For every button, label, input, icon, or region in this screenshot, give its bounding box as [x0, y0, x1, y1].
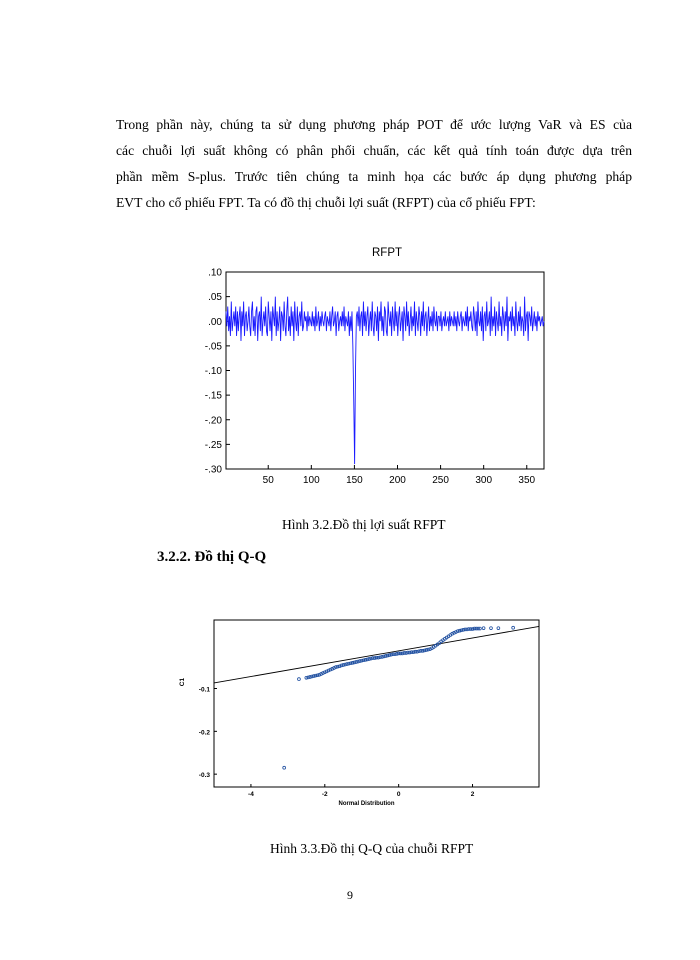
chart1-title: RFPT — [371, 247, 403, 259]
section-heading: 3.2.2. Đồ thị Q-Q — [157, 549, 267, 565]
qq-plot — [170, 612, 550, 817]
figure1-caption: Hình 3.2.Đồ thị lợi suất RFPT — [282, 517, 446, 532]
chart2-point — [512, 626, 515, 629]
paragraph-line-2: các chuỗi lợi suất không có phân phối chuẩn, các kết quả tính toán được dựa trên — [116, 143, 632, 158]
chart2-y-tick-label: -0.3 — [198, 772, 210, 780]
chart2-y-tick-label: -0.1 — [198, 686, 210, 694]
chart1-y-tick-label: -.20 — [204, 415, 222, 427]
chart2-y-axis-label: C1 — [179, 677, 186, 687]
chart1-y-tick-label: -.10 — [204, 366, 222, 377]
chart2-x-axis-label: Normal Distribution — [338, 801, 395, 807]
paragraph-line-3: phần mềm S-plus. Trước tiên chúng ta minh họa các bước áp dụng phương pháp — [116, 169, 632, 184]
chart1-y-tick-label: .10 — [208, 267, 222, 279]
paragraph-line-4: EVT cho cổ phiếu FPT. Ta có đồ thị chuỗi lợi suất (RFPT) của cổ phiếu FPT: — [116, 195, 536, 210]
chart2-plot-frame — [214, 620, 539, 787]
chart2-point — [283, 766, 286, 769]
chart1-x-tick-label: 200 — [389, 475, 406, 486]
chart2-reference-line — [214, 626, 539, 683]
chart1-y-tick-label: .05 — [208, 292, 222, 304]
rfpt-line-chart — [190, 240, 560, 505]
chart2-point — [490, 627, 493, 630]
chart2-x-tick-label: -2 — [321, 791, 328, 798]
intro-paragraph — [116, 112, 632, 216]
chart2-point — [482, 627, 485, 630]
chart1-y-tick-label: -.30 — [204, 464, 222, 476]
page-number: 9 — [347, 888, 353, 902]
chart1-y-tick-label: .00 — [208, 316, 222, 328]
chart1-plot-frame — [226, 272, 544, 469]
chart2-point — [497, 627, 500, 630]
chart2-y-tick-label: -0.2 — [198, 729, 210, 737]
chart1-x-tick-label: 300 — [475, 475, 493, 486]
chart2-point — [479, 627, 482, 630]
chart1-x-tick-label: 100 — [302, 475, 320, 486]
chart2-x-tick-label: 2 — [470, 791, 475, 798]
chart1-x-tick-label: 150 — [346, 475, 363, 486]
chart1-x-tick-label: 250 — [432, 475, 449, 486]
chart1-y-tick-label: -.05 — [204, 341, 222, 353]
chart2-x-tick-label: -4 — [248, 791, 254, 798]
chart1-y-tick-label: -.25 — [204, 439, 222, 451]
chart2-point — [298, 678, 301, 681]
chart2-x-tick-label: 0 — [396, 791, 401, 798]
paragraph-line-1: Trong phần này, chúng ta sử dụng phương pháp POT để ước lượng VaR và ES của — [116, 117, 632, 132]
figure2-caption: Hình 3.3.Đồ thị Q-Q của chuỗi RFPT — [270, 841, 474, 856]
chart1-x-tick-label: 350 — [518, 475, 536, 486]
chart1-y-tick-label: -.15 — [204, 390, 222, 402]
chart1-x-tick-label: 50 — [262, 475, 274, 486]
chart1-series-line — [226, 297, 544, 464]
